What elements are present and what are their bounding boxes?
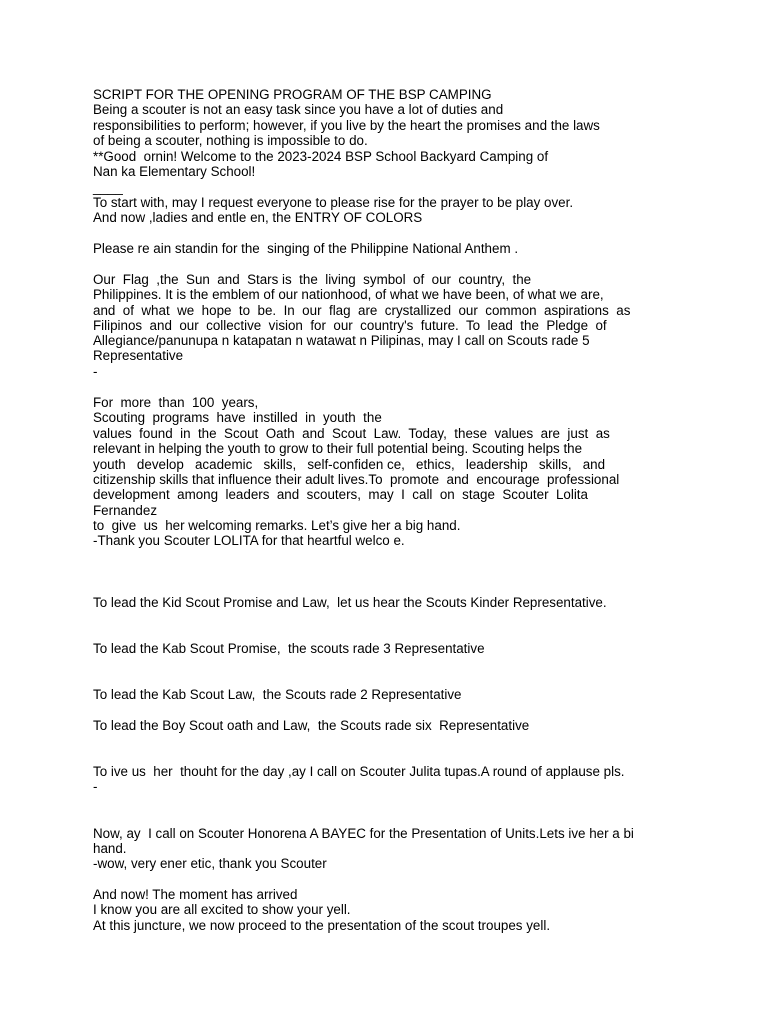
yell-line: And now! The moment has arrived — [93, 887, 298, 902]
anthem-line: Please re ain standin for the singing of the Philippine National Anthem . — [93, 241, 519, 256]
scouting-line: values found in the Scout Oath and Scout Law. Today, these values are just as — [93, 426, 610, 441]
scouting-line: relevant in helping the youth to grow to their full potential being. Scouting helps the — [93, 441, 583, 456]
units-line: hand. — [93, 841, 127, 856]
scouting-line: to give us her welcoming remarks. Let’s give her a big hand. — [93, 518, 461, 533]
kab-promise-line: To lead the Kab Scout Promise, the scouts rade 3 Representative — [93, 641, 485, 656]
flag-line: - — [93, 364, 98, 379]
kab-law-line: To lead the Kab Scout Law, the Scouts rade 2 Representative — [93, 687, 462, 702]
yell-line: I know you are all excited to show your yell. — [93, 902, 351, 917]
scouting-line: -Thank you Scouter LOLITA for that heartful welco e. — [93, 533, 405, 548]
welcome-line: **Good ornin! Welcome to the 2023-2024 BSP School Backyard Camping of — [93, 149, 549, 164]
scouting-line: citizenship skills that influence their adult lives.To promote and encourage professional — [93, 472, 620, 487]
scouting-line: Scouting programs have instilled in youth the — [93, 410, 382, 425]
document-title: SCRIPT FOR THE OPENING PROGRAM OF THE BSP CAMPING — [93, 87, 492, 102]
units-line: -wow, very ener etic, thank you Scouter — [93, 856, 327, 871]
scouting-line: Fernandez — [93, 503, 158, 518]
scouting-line: development among leaders and scouters, may I call on stage Scouter Lolita — [93, 487, 588, 502]
kid-scout-line: To lead the Kid Scout Promise and Law, let us hear the Scouts Kinder Representative. — [93, 595, 607, 610]
flag-line: Our Flag ,the Sun and Stars is the living symbol of our country, the — [93, 272, 532, 287]
flag-line: Filipinos and our collective vision for our country's future. To lead the Pledge of — [93, 318, 607, 333]
units-line: Now, ay I call on Scouter Honorena A BAYEC for the Presentation of Units.Lets ive her a bi — [93, 826, 634, 841]
blank-line: ____ — [93, 180, 123, 195]
scouting-line: For more than 100 years, — [93, 395, 259, 410]
intro-line: of being a scouter, nothing is impossible to do. — [93, 133, 368, 148]
flag-line: Allegiance/panunupa n katapatan n watawat n Pilipinas, may I call on Scouts rade 5 — [93, 333, 590, 348]
thought-line: - — [93, 779, 98, 794]
yell-line: At this juncture, we now proceed to the presentation of the scout troupes yell. — [93, 918, 551, 933]
welcome-line: Nan ka Elementary School! — [93, 164, 256, 179]
flag-line: and of what we hope to be. In our flag are crystallized our common aspirations as — [93, 303, 631, 318]
entry-colors-line: And now ,ladies and entle en, the ENTRY OF COLORS — [93, 210, 423, 225]
intro-line: responsibilities to perform; however, if you live by the heart the promises and the laws — [93, 118, 600, 133]
thought-line: To ive us her thouht for the day ,ay I call on Scouter Julita tupas.A round of applause pls. — [93, 764, 625, 779]
boy-scout-line: To lead the Boy Scout oath and Law, the Scouts rade six Representative — [93, 718, 530, 733]
scouting-line: youth develop academic skills, self-confiden ce, ethics, leadership skills, and — [93, 457, 606, 472]
prayer-line: To start with, may I request everyone to please rise for the prayer to be play over. — [93, 195, 574, 210]
flag-line: Representative — [93, 348, 184, 363]
intro-line: Being a scouter is not an easy task since you have a lot of duties and — [93, 102, 504, 117]
flag-line: Philippines. It is the emblem of our nationhood, of what we have been, of what we are, — [93, 287, 604, 302]
